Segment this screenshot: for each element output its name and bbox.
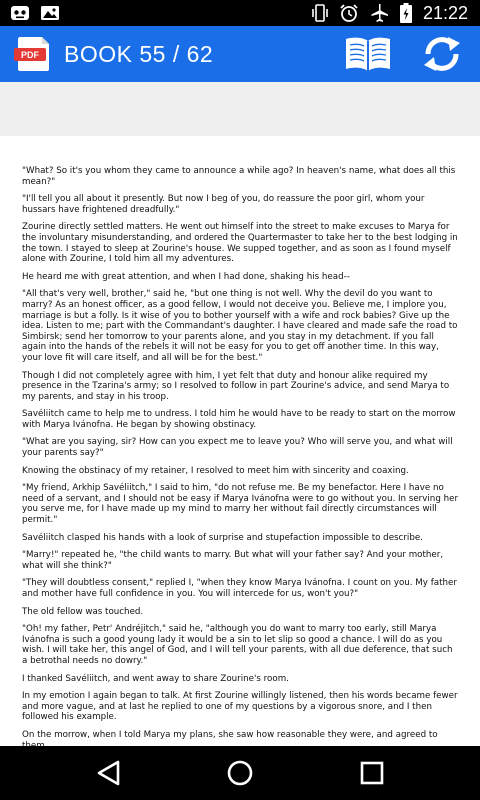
text-paragraph: "My friend, Arkhip Savéliitch," I said to him, "do not refuse me. Be my benefactor. Here I have no need of a servant, and I should not be easy if Marya Ivánofna were to go without you. In serving her you serve me, for I have made up my mind to marry her without fail directly circumstances will permit." xyxy=(22,483,459,526)
status-right-icons xyxy=(311,2,468,24)
text-paragraph: Savéliitch came to help me to undress. I told him he would have to be ready to start on the morrow with Marya Ivánofna. He began by showing obstinacy. xyxy=(22,409,456,430)
text-paragraph: Though I did not completely agree with him, I yet felt that duty and honour alike required my presence in the Tzarina's army; so I resolved to follow in part Zourine's advice, and send Marya to my parents, and stay in his troop. xyxy=(22,370,450,402)
open-book-icon[interactable] xyxy=(344,35,392,73)
status-left-icons xyxy=(10,4,60,22)
ad-banner-area xyxy=(0,82,480,136)
text-paragraph: "Oh! my father, Petr' Andréjitch," said he, "although you do want to marry too early, still Marya Ivánofna is such a good young lady it would be a sin to let slip so good a chance. I will do as you wish. I will take her, this angel of God, and I will tell your parents, with all due deference, that such a betrothal needs no dowry." xyxy=(22,624,453,666)
text-paragraph: Knowing the obstinacy of my retainer, I resolved to meet him with sincerity and coaxing. xyxy=(22,465,409,476)
page-text xyxy=(22,166,458,786)
text-paragraph: "I'll tell you all about it presently. But now I beg of you, do reassure the poor girl, whom your hussars have frightened dreadfully." xyxy=(22,194,425,215)
battery-icon xyxy=(399,2,413,24)
text-paragraph: "What? So it's you whom they came to announce a while ago? In heaven's name, what does all this mean?" xyxy=(22,166,456,187)
page-title: BOOK 55 / 62 xyxy=(64,41,214,67)
home-icon[interactable] xyxy=(225,758,255,788)
recent-apps-icon[interactable] xyxy=(357,758,387,788)
text-paragraph: He heard me with great attention, and when I had done, shaking his head-- xyxy=(22,271,350,282)
back-icon[interactable] xyxy=(94,758,124,788)
text-paragraph: On the morrow, when I told Marya my plans, she saw how reasonable they were, and agreed to xyxy=(22,729,438,740)
robot-icon xyxy=(10,4,30,22)
text-paragraph: Savéliitch clasped his hands with a look of surprise and stupefaction impossible to describe. xyxy=(22,532,423,543)
text-paragraph: "What are you saying, sir? How can you expect me to leave you? Who will serve you, and what will your parents say?" xyxy=(22,437,453,459)
text-paragraph: Zourine directly settled matters. He went out himself into the street to make excuses to Marya for the involuntary misunderstanding, and ordered the Quartermaster to take her to the best lodging in the town. I stayed to sleep at Zourine's house. We supped together, and as soon as I found myself alone with Zourine, I told him all my adventures. xyxy=(22,222,458,265)
status-time: 21:22 xyxy=(422,3,468,23)
app-bar xyxy=(0,26,480,82)
text-paragraph: I thanked Savéliitch, and went away to share Zourine's room. xyxy=(22,673,289,684)
image-icon xyxy=(40,4,60,22)
text-paragraph: "All that's very well, brother," said he, "but one thing is not well. Why the devil do you want to marry? As an honest officer, as a good fellow, I would not deceive you. Believe me, I implore you, marriage is but a folly. Is it wise of you to bother yourself with a wife and rock babies? Give up the idea. Listen to me; part with the Commandant's daughter. I have cleared and made safe the road to Simbirsk; send her tomorrow to your parents alone, and you stay in my detachment. If you fall again into the hands of the rebels it will not be easy for you to get off another time. In this way, your love fit will care itself, and all will be for the best." xyxy=(22,289,458,363)
status-bar xyxy=(0,0,480,26)
pdf-logo-label: PDF xyxy=(21,50,39,60)
pdf-page-view[interactable] xyxy=(0,136,480,746)
text-paragraph: "They will doubtless consent," replied I, "when they know Marya Ivánofna. I count on you. My father and mother have full confidence in you. You will intercede for us, won't you?" xyxy=(22,578,457,599)
refresh-icon[interactable] xyxy=(420,33,464,75)
alarm-icon xyxy=(339,3,359,23)
text-paragraph: In my emotion I again began to talk. At first Zourine willingly listened, then his words became fewer and more vague, and at last he replied to one of my questions by a vigorous snore, and I then followed his example. xyxy=(22,691,458,723)
vibrate-icon xyxy=(311,3,329,23)
text-paragraph: The old fellow was touched. xyxy=(22,606,144,617)
text-paragraph: "Marry!" repeated he, "the child wants to marry. But what will your father say? And your mother, what will she think?" xyxy=(22,550,444,571)
system-nav-bar xyxy=(0,746,480,800)
pdf-logo-icon xyxy=(14,36,54,72)
airplane-icon xyxy=(369,3,389,23)
